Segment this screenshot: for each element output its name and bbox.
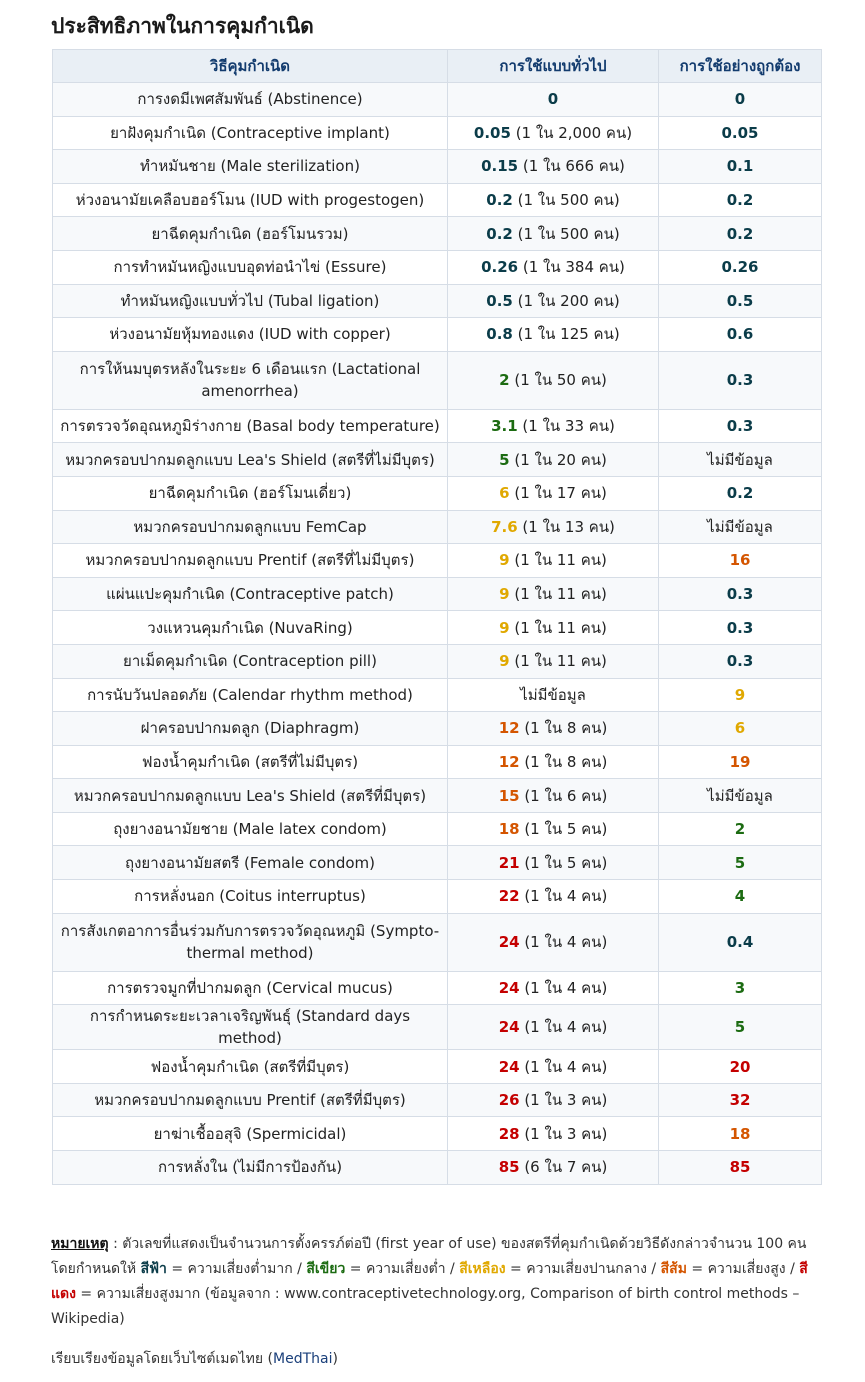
typical-value: 9 — [499, 585, 510, 604]
perfect-use-cell — [659, 1050, 822, 1084]
method-cell: ฟองน้ำคุมกำเนิด (สตรีที่ไม่มีบุตร) — [53, 745, 448, 779]
perfect-use-cell — [659, 644, 822, 678]
typical-ratio: (1 ใน 17 คน) — [509, 484, 607, 503]
typical-use-cell — [448, 183, 659, 217]
table-body — [53, 83, 822, 1185]
legend-orange-desc: = ความเสี่ยงสูง / — [686, 1261, 800, 1277]
typical-use-cell — [448, 510, 659, 544]
typical-use-cell — [448, 712, 659, 746]
typical-value: 0.2 — [486, 191, 513, 210]
table-row — [53, 880, 822, 914]
table-row — [53, 846, 822, 880]
typical-value: 6 — [499, 484, 510, 503]
perfect-use-cell — [659, 83, 822, 117]
perfect-use-cell — [659, 1083, 822, 1117]
table-row — [53, 351, 822, 409]
perfect-value: ไม่มีข้อมูล — [707, 450, 773, 469]
perfect-value: 16 — [729, 551, 751, 570]
typical-value: 0.15 — [481, 157, 519, 176]
table-row — [53, 443, 822, 477]
table-row — [53, 644, 822, 678]
typical-value: 0.26 — [481, 258, 519, 277]
method-cell: การสังเกตอาการอื่นร่วมกับการตรวจวัดอุณหภูมิ (Sympto-thermal method) — [53, 913, 448, 971]
table-row — [53, 745, 822, 779]
typical-ratio: (1 ใน 8 คน) — [519, 752, 608, 771]
table-row — [53, 250, 822, 284]
method-cell: การตรวจวัดอุณหภูมิร่างกาย (Basal body temperature) — [53, 409, 448, 443]
typical-value: 0 — [547, 90, 559, 109]
typical-use-cell — [448, 318, 659, 352]
typical-ratio: (1 ใน 4 คน) — [519, 887, 608, 906]
typical-value: 9 — [499, 652, 510, 671]
legend-orange: สีส้ม — [660, 1261, 687, 1277]
table-row — [53, 678, 822, 712]
typical-use-cell — [448, 284, 659, 318]
table-row — [53, 544, 822, 578]
perfect-use-cell — [659, 1151, 822, 1185]
typical-use-cell — [448, 678, 659, 712]
page-title: ประสิทธิภาพในการคุมกำเนิด — [51, 14, 314, 38]
perfect-value: 0.2 — [726, 191, 754, 210]
table-row — [53, 913, 822, 971]
method-cell: ห่วงอนามัยหุ้มทองแดง (IUD with copper) — [53, 318, 448, 352]
typical-ratio: (1 ใน 20 คน) — [509, 450, 607, 469]
typical-use-cell — [448, 351, 659, 409]
method-cell: หมวกครอบปากมดลูกแบบ Prentif (สตรีที่มีบุตร) — [53, 1083, 448, 1117]
perfect-use-cell — [659, 846, 822, 880]
perfect-use-cell — [659, 611, 822, 645]
typical-value: 85 — [498, 1158, 520, 1177]
legend-yellow-desc: = ความเสี่ยงปานกลาง / — [505, 1261, 661, 1277]
perfect-value: 0.3 — [726, 585, 754, 604]
legend-yellow: สีเหลือง — [459, 1261, 506, 1277]
typical-value: 28 — [498, 1124, 520, 1143]
perfect-use-cell — [659, 544, 822, 578]
typical-ratio: (1 ใน 13 คน) — [517, 517, 615, 536]
method-cell: วงแหวนคุมกำเนิด (NuvaRing) — [53, 611, 448, 645]
perfect-use-cell — [659, 913, 822, 971]
perfect-value: 9 — [734, 685, 746, 704]
typical-value: 7.6 — [491, 517, 518, 536]
typical-use-cell — [448, 1151, 659, 1185]
typical-value: 24 — [498, 933, 520, 952]
typical-use-cell — [448, 971, 659, 1005]
method-cell: แผ่นแปะคุมกำเนิด (Contraceptive patch) — [53, 577, 448, 611]
perfect-use-cell — [659, 1005, 822, 1050]
typical-value: 9 — [499, 618, 510, 637]
perfect-value: 0 — [734, 90, 746, 109]
typical-ratio: (1 ใน 11 คน) — [509, 585, 607, 604]
legend-blue: สีฟ้า — [140, 1261, 167, 1277]
table-row — [53, 284, 822, 318]
perfect-use-cell — [659, 880, 822, 914]
typical-ratio: (1 ใน 666 คน) — [518, 157, 625, 176]
perfect-value: 6 — [734, 719, 746, 738]
typical-ratio: (1 ใน 4 คน) — [519, 1057, 608, 1076]
perfect-value: 0.2 — [726, 224, 754, 243]
typical-ratio: (1 ใน 4 คน) — [519, 978, 608, 997]
perfect-use-cell — [659, 284, 822, 318]
perfect-value: ไม่มีข้อมูล — [707, 517, 773, 536]
typical-value: ไม่มีข้อมูล — [520, 685, 586, 704]
typical-use-cell — [448, 880, 659, 914]
perfect-value: 0.26 — [721, 258, 759, 277]
legend-blue-desc: = ความเสี่ยงต่ำมาก / — [166, 1261, 307, 1277]
method-cell: การทำหมันหญิงแบบอุดท่อนำไข่ (Essure) — [53, 250, 448, 284]
typical-value: 0.2 — [486, 224, 513, 243]
perfect-value: 32 — [729, 1091, 751, 1110]
table-row — [53, 712, 822, 746]
typical-value: 0.5 — [486, 291, 513, 310]
method-cell: ฟองน้ำคุมกำเนิด (สตรีที่มีบุตร) — [53, 1050, 448, 1084]
perfect-value: 85 — [729, 1158, 751, 1177]
perfect-value: 5 — [734, 853, 746, 872]
perfect-value: 18 — [729, 1124, 751, 1143]
typical-value: 24 — [498, 978, 520, 997]
perfect-use-cell — [659, 351, 822, 409]
perfect-use-cell — [659, 745, 822, 779]
table-row — [53, 1083, 822, 1117]
perfect-use-cell — [659, 183, 822, 217]
header-method: วิธีคุมกำเนิด — [53, 50, 448, 83]
perfect-value: 0.3 — [726, 417, 754, 436]
perfect-value: 0.5 — [726, 291, 754, 310]
typical-value: 0.8 — [486, 325, 513, 344]
typical-value: 24 — [498, 1018, 520, 1037]
typical-ratio: (1 ใน 3 คน) — [519, 1124, 608, 1143]
method-cell: ยาเม็ดคุมกำเนิด (Contraception pill) — [53, 644, 448, 678]
method-cell: หมวกครอบปากมดลูกแบบ FemCap — [53, 510, 448, 544]
typical-ratio: (1 ใน 6 คน) — [519, 786, 608, 805]
typical-use-cell — [448, 1117, 659, 1151]
typical-value: 12 — [498, 719, 520, 738]
typical-value: 5 — [499, 450, 510, 469]
perfect-use-cell — [659, 217, 822, 251]
perfect-use-cell — [659, 678, 822, 712]
method-cell: ถุงยางอนามัยชาย (Male latex condom) — [53, 812, 448, 846]
method-cell: ถุงยางอนามัยสตรี (Female condom) — [53, 846, 448, 880]
typical-value: 26 — [498, 1091, 520, 1110]
perfect-value: 0.3 — [726, 371, 754, 390]
table-row — [53, 150, 822, 184]
method-cell: ยาฉีดคุมกำเนิด (ฮอร์โมนเดี่ยว) — [53, 476, 448, 510]
header-perfect-use: การใช้อย่างถูกต้อง — [659, 50, 822, 83]
perfect-value: 4 — [734, 887, 746, 906]
table-row — [53, 1151, 822, 1185]
perfect-use-cell — [659, 476, 822, 510]
method-cell: การหลั่งนอก (Coitus interruptus) — [53, 880, 448, 914]
perfect-value: ไม่มีข้อมูล — [707, 786, 773, 805]
typical-ratio: (1 ใน 11 คน) — [509, 652, 607, 671]
typical-use-cell — [448, 812, 659, 846]
perfect-use-cell — [659, 443, 822, 477]
typical-use-cell — [448, 217, 659, 251]
typical-value: 22 — [498, 887, 520, 906]
credit-close: ) — [332, 1351, 338, 1367]
method-cell: หมวกครอบปากมดลูกแบบ Prentif (สตรีที่ไม่มีบุตร) — [53, 544, 448, 578]
perfect-use-cell — [659, 409, 822, 443]
method-cell: หมวกครอบปากมดลูกแบบ Lea's Shield (สตรีที่มีบุตร) — [53, 779, 448, 813]
method-cell: ยาฉีดคุมกำเนิด (ฮอร์โมนรวม) — [53, 217, 448, 251]
typical-use-cell — [448, 250, 659, 284]
table-row — [53, 1117, 822, 1151]
typical-ratio: (1 ใน 33 คน) — [517, 417, 615, 436]
perfect-value: 20 — [729, 1057, 751, 1076]
typical-value: 12 — [498, 752, 520, 771]
perfect-use-cell — [659, 318, 822, 352]
method-cell: ฝาครอบปากมดลูก (Diaphragm) — [53, 712, 448, 746]
table-row — [53, 318, 822, 352]
typical-use-cell — [448, 577, 659, 611]
perfect-use-cell — [659, 150, 822, 184]
method-cell: การงดมีเพศสัมพันธ์ (Abstinence) — [53, 83, 448, 117]
typical-use-cell — [448, 1083, 659, 1117]
table-row — [53, 611, 822, 645]
method-cell: ห่วงอนามัยเคลือบฮอร์โมน (IUD with progestogen) — [53, 183, 448, 217]
credit-line — [51, 1348, 338, 1370]
perfect-use-cell — [659, 577, 822, 611]
typical-value: 21 — [498, 853, 520, 872]
perfect-value: 0.05 — [721, 123, 759, 142]
perfect-value: 0.6 — [726, 325, 754, 344]
typical-use-cell — [448, 476, 659, 510]
perfect-use-cell — [659, 971, 822, 1005]
typical-ratio: (1 ใน 384 คน) — [518, 258, 625, 277]
legend-red-desc: = ความเสี่ยงสูงมาก (ข้อมูลจาก : www.contraceptivetechnology.org, Comparison of birth control methods – Wikipedia) — [51, 1286, 800, 1327]
table-header-row — [53, 50, 822, 83]
perfect-value: 0.3 — [726, 652, 754, 671]
typical-use-cell — [448, 1050, 659, 1084]
typical-use-cell — [448, 745, 659, 779]
contraception-effectiveness-table — [52, 49, 822, 1185]
typical-value: 24 — [498, 1057, 520, 1076]
footnote — [51, 1232, 826, 1332]
typical-value: 15 — [498, 786, 520, 805]
legend-green: สีเขียว — [306, 1261, 346, 1277]
table-row — [53, 83, 822, 117]
perfect-use-cell — [659, 510, 822, 544]
typical-ratio: (1 ใน 5 คน) — [519, 820, 608, 839]
perfect-value: 0.1 — [726, 157, 754, 176]
typical-use-cell — [448, 116, 659, 150]
method-cell: ยาฆ่าเชื้ออสุจิ (Spermicidal) — [53, 1117, 448, 1151]
perfect-use-cell — [659, 812, 822, 846]
perfect-use-cell — [659, 1117, 822, 1151]
legend-red: สีแดง — [51, 1261, 808, 1302]
typical-ratio: (1 ใน 500 คน) — [512, 191, 620, 210]
table-row — [53, 217, 822, 251]
perfect-value: 3 — [734, 978, 746, 997]
medthai-link[interactable]: MedThai — [273, 1351, 333, 1367]
typical-value: 9 — [499, 551, 510, 570]
method-cell: การกำหนดระยะเวลาเจริญพันธุ์ (Standard days method) — [53, 1005, 448, 1050]
method-cell: ทำหมันชาย (Male sterilization) — [53, 150, 448, 184]
perfect-value: 19 — [729, 752, 751, 771]
table-row — [53, 409, 822, 443]
typical-value: 0.05 — [473, 123, 511, 142]
perfect-value: 2 — [734, 820, 746, 839]
legend-green-desc: = ความเสี่ยงต่ำ / — [345, 1261, 460, 1277]
table-row — [53, 116, 822, 150]
typical-use-cell — [448, 611, 659, 645]
perfect-use-cell — [659, 712, 822, 746]
typical-use-cell — [448, 644, 659, 678]
typical-use-cell — [448, 544, 659, 578]
typical-ratio: (1 ใน 200 คน) — [512, 291, 620, 310]
typical-use-cell — [448, 846, 659, 880]
method-cell: การตรวจมูกที่ปากมดลูก (Cervical mucus) — [53, 971, 448, 1005]
typical-ratio: (1 ใน 50 คน) — [509, 371, 607, 390]
table-row — [53, 577, 822, 611]
method-cell: ยาฝังคุมกำเนิด (Contraceptive implant) — [53, 116, 448, 150]
typical-ratio: (1 ใน 11 คน) — [509, 618, 607, 637]
perfect-value: 5 — [734, 1018, 746, 1037]
method-cell: การหลั่งใน (ไม่มีการป้องกัน) — [53, 1151, 448, 1185]
table-row — [53, 510, 822, 544]
note-label: หมายเหตุ — [51, 1236, 109, 1252]
method-cell: การนับวันปลอดภัย (Calendar rhythm method) — [53, 678, 448, 712]
typical-use-cell — [448, 83, 659, 117]
method-cell: หมวกครอบปากมดลูกแบบ Lea's Shield (สตรีที่ไม่มีบุตร) — [53, 443, 448, 477]
method-cell: การให้นมบุตรหลังในระยะ 6 เดือนแรก (Lactational amenorrhea) — [53, 351, 448, 409]
typical-ratio: (1 ใน 500 คน) — [512, 224, 620, 243]
typical-ratio: (6 ใน 7 คน) — [519, 1158, 608, 1177]
typical-use-cell — [448, 409, 659, 443]
table-row — [53, 1005, 822, 1050]
typical-ratio: (1 ใน 11 คน) — [509, 551, 607, 570]
table-row — [53, 812, 822, 846]
perfect-value: 0.2 — [726, 484, 754, 503]
typical-use-cell — [448, 443, 659, 477]
typical-use-cell — [448, 150, 659, 184]
table-row — [53, 971, 822, 1005]
perfect-value: 0.4 — [726, 933, 754, 952]
typical-value: 3.1 — [491, 417, 518, 436]
table-row — [53, 779, 822, 813]
typical-use-cell — [448, 913, 659, 971]
typical-ratio: (1 ใน 4 คน) — [519, 1018, 608, 1037]
typical-ratio: (1 ใน 8 คน) — [519, 719, 608, 738]
typical-ratio: (1 ใน 4 คน) — [519, 933, 608, 952]
table-row — [53, 183, 822, 217]
typical-ratio: (1 ใน 2,000 คน) — [510, 123, 633, 142]
perfect-value: 0.3 — [726, 618, 754, 637]
typical-use-cell — [448, 1005, 659, 1050]
table-row — [53, 1050, 822, 1084]
typical-value: 2 — [499, 371, 510, 390]
perfect-use-cell — [659, 250, 822, 284]
method-cell: ทำหมันหญิงแบบทั่วไป (Tubal ligation) — [53, 284, 448, 318]
typical-ratio: (1 ใน 125 คน) — [512, 325, 620, 344]
typical-value: 18 — [498, 820, 520, 839]
perfect-use-cell — [659, 779, 822, 813]
perfect-use-cell — [659, 116, 822, 150]
credit-text: เรียบเรียงข้อมูลโดยเว็บไซต์เมดไทย ( — [51, 1351, 273, 1367]
typical-ratio: (1 ใน 5 คน) — [519, 853, 608, 872]
header-typical-use: การใช้แบบทั่วไป — [448, 50, 659, 83]
note-text: : ตัวเลขที่แสดงเป็นจำนวนการตั้งครรภ์ต่อปี (first year of use) ของสตรีที่คุมกำเนิดด้วยวิธีดังกล่าวจำนวน 100 คน โดยกำหนดให้ — [51, 1236, 807, 1277]
table-row — [53, 476, 822, 510]
typical-use-cell — [448, 779, 659, 813]
typical-ratio: (1 ใน 3 คน) — [519, 1091, 608, 1110]
